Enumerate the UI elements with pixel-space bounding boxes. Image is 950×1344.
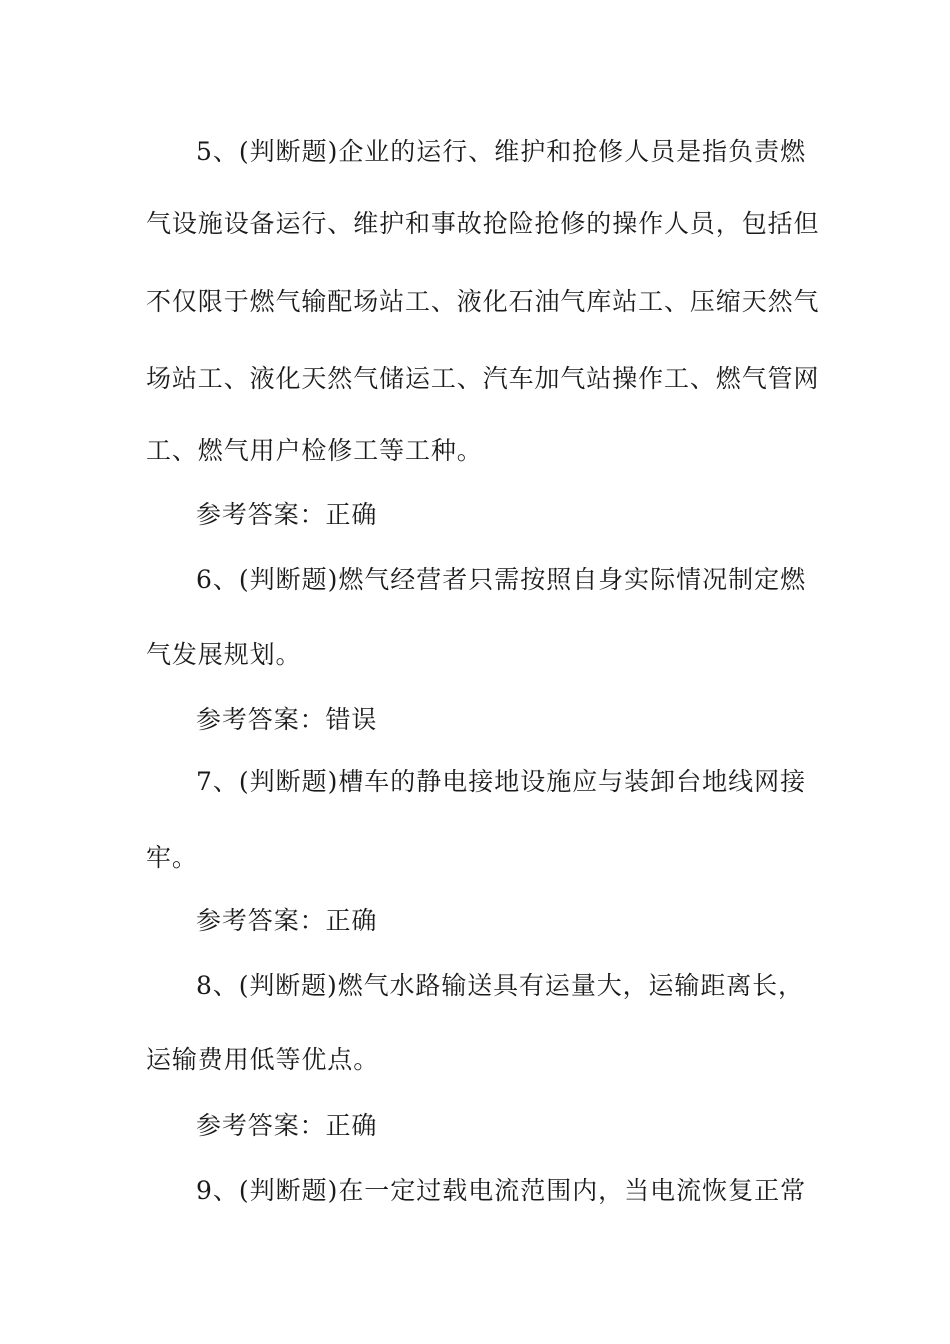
question-5-line-1: 5、(判断题)企业的运行、维护和抢修人员是指负责燃 [196, 137, 806, 166]
question-5-line-2: 气设施设备运行、维护和事故抢险抢修的操作人员，包括但 [146, 209, 820, 238]
question-6-line-2: 气发展规划。 [146, 640, 302, 669]
question-7-line-2: 牢。 [146, 843, 198, 872]
question-5-line-3: 不仅限于燃气输配场站工、液化石油气库站工、压缩天然气 [146, 287, 820, 316]
question-7-answer: 参考答案：正确 [196, 906, 378, 935]
question-7-line-1: 7、(判断题)槽车的静电接地设施应与装卸台地线网接 [196, 767, 806, 796]
question-6-answer: 参考答案：错误 [196, 705, 378, 734]
question-8-line-1: 8、(判断题)燃气水路输送具有运量大，运输距离长， [196, 971, 804, 1000]
question-8-line-2: 运输费用低等优点。 [146, 1045, 380, 1074]
question-6-line-1: 6、(判断题)燃气经营者只需按照自身实际情况制定燃 [196, 565, 806, 594]
question-5-answer: 参考答案：正确 [196, 500, 378, 529]
question-9-line-1: 9、(判断题)在一定过载电流范围内，当电流恢复正常 [196, 1176, 806, 1205]
question-5-line-5: 工、燃气用户检修工等工种。 [146, 436, 483, 465]
question-8-answer: 参考答案：正确 [196, 1111, 378, 1140]
question-5-line-4: 场站工、液化天然气储运工、汽车加气站操作工、燃气管网 [146, 364, 820, 393]
